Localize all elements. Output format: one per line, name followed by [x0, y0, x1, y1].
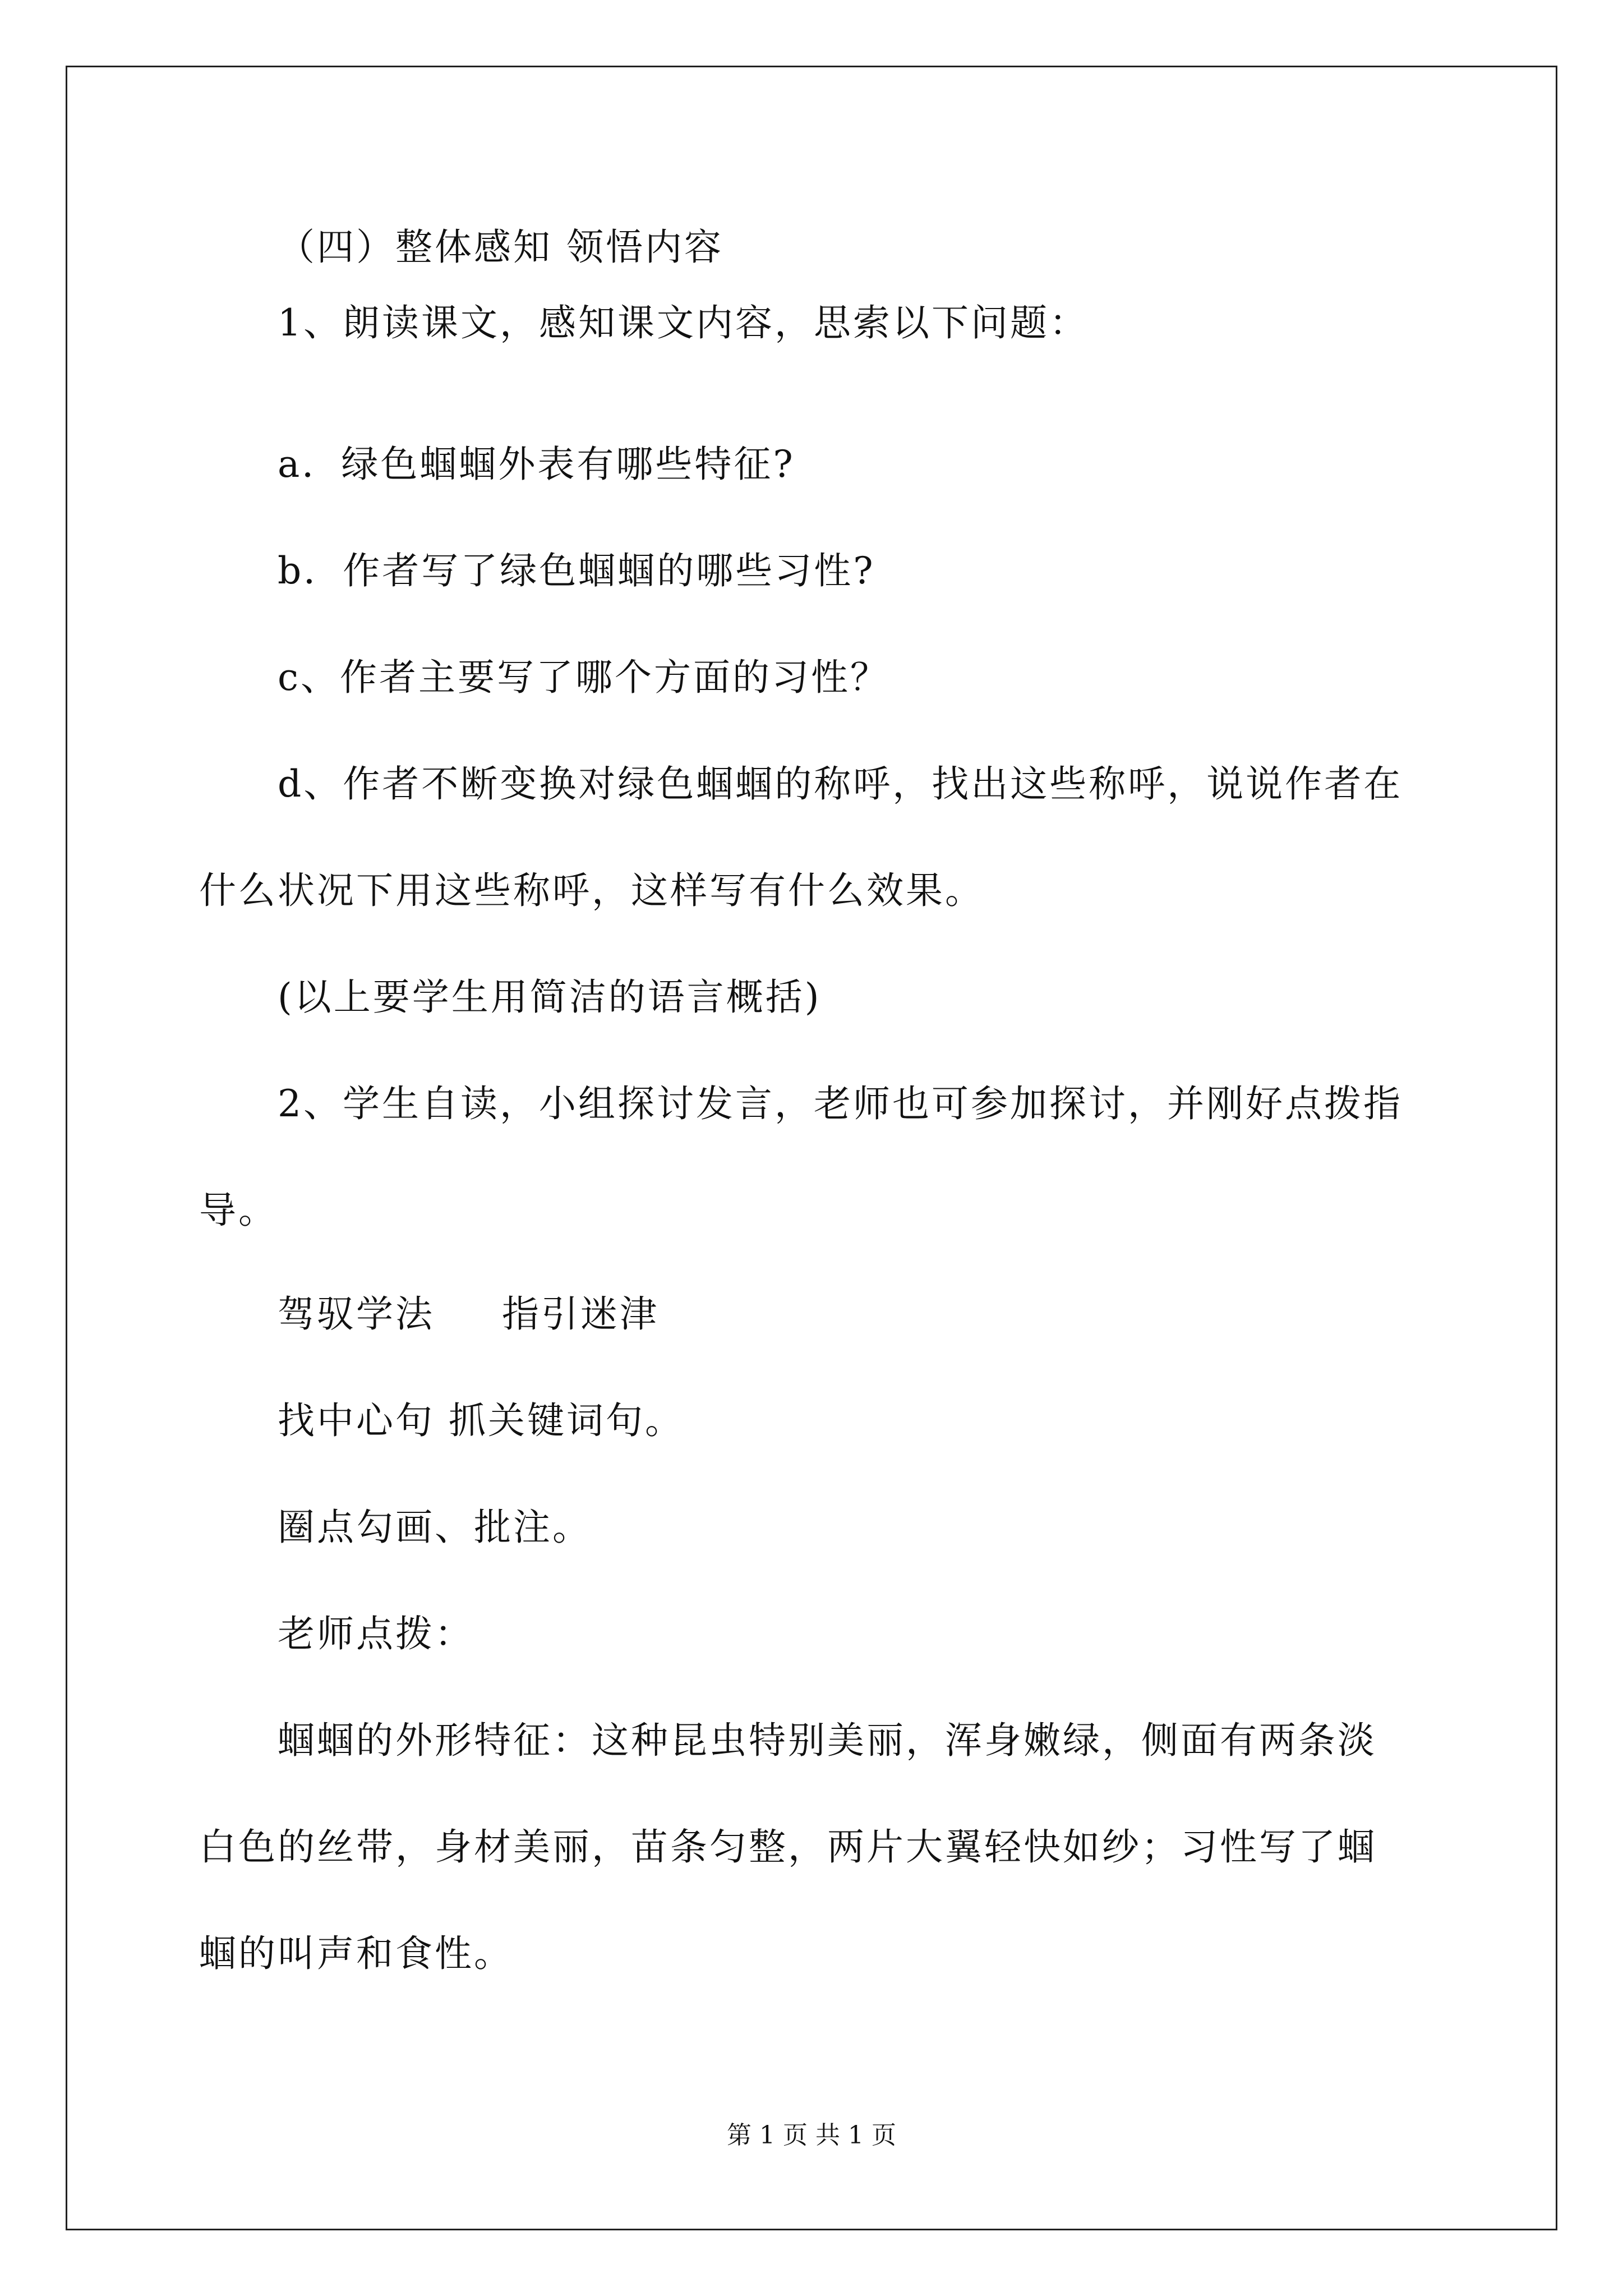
method-heading-left: 驾驭学法 [278, 1292, 435, 1336]
section-heading: （四）整体感知 领悟内容 [278, 226, 723, 269]
method-heading [278, 1292, 659, 1336]
page-number-footer: 第 1 页 共 1 页 [727, 2121, 896, 2150]
teacher-guidance-label: 老师点拨： [278, 1612, 474, 1655]
method-item-1: 找中心句 抓关键词句。 [278, 1399, 684, 1442]
note-summary: (以上要学生用简洁的语言概括) [278, 976, 822, 1019]
question-c: c、作者主要写了哪个方面的习性？ [278, 656, 889, 699]
page-frame [66, 66, 1557, 2230]
step-two-line1: 2、学生自读，小组探讨发言，老师也可参加探讨，并刚好点拨指 [278, 1082, 1403, 1125]
question-d-line2: 什么状况下用这些称呼，这样写有什么效果。 [199, 869, 984, 912]
step-two-line2: 导。 [199, 1189, 278, 1232]
question-intro: 1、朗读课文，感知课文内容，思索以下问题： [278, 301, 1089, 344]
question-d-line1: d、作者不断变换对绿色蝈蝈的称呼，找出这些称呼，说说作者在 [278, 762, 1403, 806]
method-item-2: 圈点勾画、批注。 [278, 1506, 592, 1549]
summary-line2: 白色的丝带，身材美丽，苗条匀整，两片大翼轻快如纱；习性写了蝈 [199, 1825, 1377, 1869]
summary-line3: 蝈的叫声和食性。 [199, 1932, 513, 1975]
summary-line1: 蝈蝈的外形特征：这种昆虫特别美丽，浑身嫩绿，侧面有两条淡 [278, 1719, 1377, 1762]
method-heading-right: 指引迷津 [502, 1292, 659, 1336]
question-b: b．作者写了绿色蝈蝈的哪些习性? [278, 549, 875, 592]
question-a: a．绿色蝈蝈外表有哪些特征? [278, 443, 795, 486]
